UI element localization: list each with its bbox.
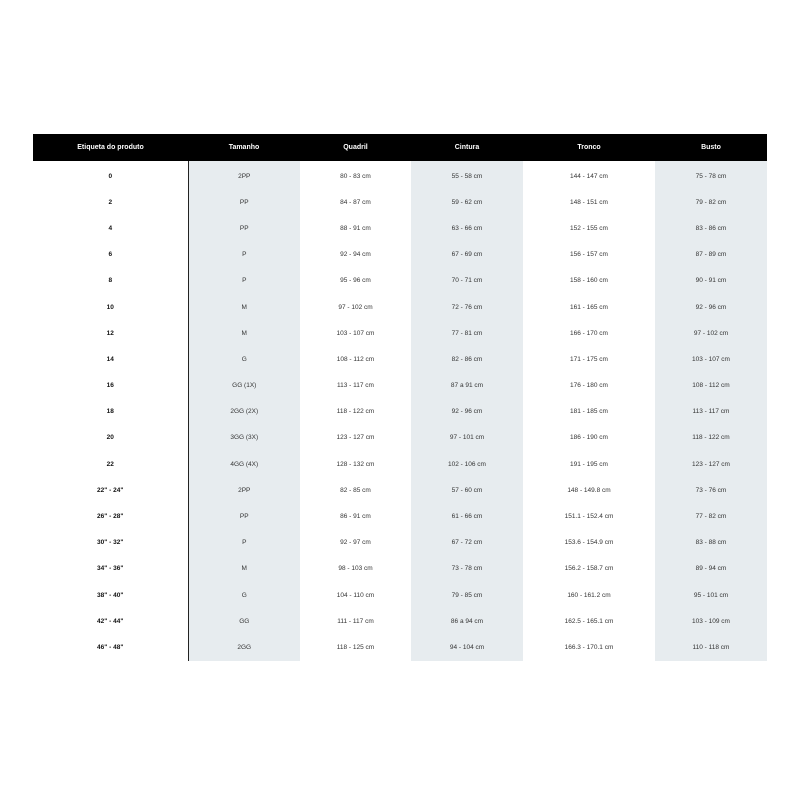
table-row bbox=[33, 320, 767, 346]
cell-etiqueta: 18 bbox=[33, 399, 188, 425]
table-row bbox=[33, 425, 767, 451]
cell-quadril: 123 - 127 cm bbox=[336, 434, 375, 442]
cell-tronco: 148 - 149.8 cm bbox=[567, 486, 611, 494]
table-row bbox=[33, 477, 767, 503]
table-row bbox=[33, 530, 767, 556]
table-row bbox=[33, 294, 767, 320]
table-row bbox=[33, 556, 767, 582]
cell-busto: 90 - 91 cm bbox=[655, 268, 767, 294]
cell-tamanho: 4GG (4X) bbox=[188, 451, 300, 477]
cell-etiqueta: 6 bbox=[33, 242, 188, 268]
table-row bbox=[33, 189, 767, 215]
cell-busto: 79 - 82 cm bbox=[655, 189, 767, 215]
header-row bbox=[33, 134, 767, 161]
cell-tronco: 158 - 160 cm bbox=[570, 277, 608, 285]
table-row bbox=[33, 503, 767, 529]
cell-tamanho: GG bbox=[188, 608, 300, 634]
col-header-cintura: Cintura bbox=[411, 134, 523, 161]
cell-tronco: 161 - 165 cm bbox=[570, 303, 608, 311]
cell-busto: 110 - 118 cm bbox=[655, 634, 767, 660]
cell-quadril: 128 - 132 cm bbox=[336, 460, 375, 468]
cell-cintura: 94 - 104 cm bbox=[411, 634, 523, 660]
table-row bbox=[33, 346, 767, 372]
cell-quadril: 111 - 117 cm bbox=[337, 617, 374, 625]
cell-tamanho: 2GG (2X) bbox=[188, 399, 300, 425]
cell-tronco: 166 - 170 cm bbox=[570, 329, 608, 337]
cell-tronco: 160 - 161.2 cm bbox=[567, 591, 611, 599]
cell-cintura: 86 a 94 cm bbox=[411, 608, 523, 634]
table-row bbox=[33, 608, 767, 634]
cell-quadril: 80 - 83 cm bbox=[340, 172, 371, 180]
cell-quadril: 108 - 112 cm bbox=[336, 355, 375, 363]
size-chart-body bbox=[33, 161, 767, 661]
cell-etiqueta: 14 bbox=[33, 346, 188, 372]
cell-tronco: 186 - 190 cm bbox=[570, 434, 608, 442]
cell-busto: 87 - 89 cm bbox=[655, 242, 767, 268]
cell-tronco: 171 - 175 cm bbox=[570, 355, 608, 363]
cell-etiqueta: 8 bbox=[33, 268, 188, 294]
cell-cintura: 55 - 58 cm bbox=[411, 161, 523, 189]
cell-cintura: 102 - 106 cm bbox=[411, 451, 523, 477]
cell-quadril: 88 - 91 cm bbox=[340, 224, 371, 232]
cell-quadril: 95 - 96 cm bbox=[340, 277, 371, 285]
cell-etiqueta: 16 bbox=[33, 373, 188, 399]
cell-quadril: 84 - 87 cm bbox=[340, 198, 371, 206]
cell-busto: 113 - 117 cm bbox=[655, 399, 767, 425]
cell-etiqueta: 22 bbox=[33, 451, 188, 477]
cell-quadril: 103 - 107 cm bbox=[336, 329, 375, 337]
table-row bbox=[33, 582, 767, 608]
cell-tamanho: P bbox=[188, 242, 300, 268]
cell-cintura: 72 - 76 cm bbox=[411, 294, 523, 320]
cell-quadril: 98 - 103 cm bbox=[338, 565, 373, 573]
cell-tamanho: P bbox=[188, 530, 300, 556]
cell-busto: 95 - 101 cm bbox=[655, 582, 767, 608]
cell-cintura: 79 - 85 cm bbox=[411, 582, 523, 608]
cell-busto: 92 - 96 cm bbox=[655, 294, 767, 320]
cell-tronco: 153.6 - 154.9 cm bbox=[564, 539, 614, 547]
cell-etiqueta: 12 bbox=[33, 320, 188, 346]
cell-tronco: 148 - 151 cm bbox=[570, 198, 608, 206]
cell-tamanho: PP bbox=[188, 189, 300, 215]
cell-tamanho: 2PP bbox=[188, 477, 300, 503]
cell-tamanho: PP bbox=[188, 215, 300, 241]
cell-cintura: 61 - 66 cm bbox=[411, 503, 523, 529]
cell-etiqueta: 42" - 44" bbox=[33, 608, 188, 634]
cell-cintura: 67 - 72 cm bbox=[411, 530, 523, 556]
cell-tamanho: M bbox=[188, 294, 300, 320]
size-chart-table bbox=[33, 134, 767, 661]
cell-quadril: 92 - 94 cm bbox=[340, 251, 371, 259]
table-row bbox=[33, 268, 767, 294]
cell-quadril: 104 - 110 cm bbox=[336, 591, 375, 599]
cell-busto: 83 - 86 cm bbox=[655, 215, 767, 241]
cell-quadril: 113 - 117 cm bbox=[337, 382, 374, 390]
table-row bbox=[33, 451, 767, 477]
cell-busto: 77 - 82 cm bbox=[655, 503, 767, 529]
cell-busto: 89 - 94 cm bbox=[655, 556, 767, 582]
cell-quadril: 118 - 122 cm bbox=[336, 408, 375, 416]
cell-busto: 75 - 78 cm bbox=[655, 161, 767, 189]
cell-tronco: 156 - 157 cm bbox=[570, 251, 608, 259]
cell-quadril: 82 - 85 cm bbox=[340, 486, 371, 494]
cell-busto: 118 - 122 cm bbox=[655, 425, 767, 451]
cell-tamanho: P bbox=[188, 268, 300, 294]
cell-tronco: 156.2 - 158.7 cm bbox=[564, 565, 614, 573]
table-row bbox=[33, 373, 767, 399]
cell-busto: 83 - 88 cm bbox=[655, 530, 767, 556]
cell-etiqueta: 38" - 40" bbox=[33, 582, 188, 608]
cell-tronco: 181 - 185 cm bbox=[570, 408, 608, 416]
cell-busto: 123 - 127 cm bbox=[655, 451, 767, 477]
cell-tronco: 151.1 - 152.4 cm bbox=[564, 513, 614, 521]
cell-busto: 103 - 107 cm bbox=[655, 346, 767, 372]
cell-etiqueta: 46" - 48" bbox=[33, 634, 188, 660]
cell-tamanho: GG (1X) bbox=[188, 373, 300, 399]
cell-tronco: 152 - 155 cm bbox=[570, 224, 608, 232]
cell-etiqueta: 30" - 32" bbox=[33, 530, 188, 556]
cell-tamanho: 3GG (3X) bbox=[188, 425, 300, 451]
cell-quadril: 118 - 125 cm bbox=[336, 643, 375, 651]
cell-cintura: 77 - 81 cm bbox=[411, 320, 523, 346]
cell-tronco: 162.5 - 165.1 cm bbox=[564, 617, 614, 625]
cell-tamanho: M bbox=[188, 320, 300, 346]
cell-tamanho: PP bbox=[188, 503, 300, 529]
cell-cintura: 73 - 78 cm bbox=[411, 556, 523, 582]
cell-tamanho: M bbox=[188, 556, 300, 582]
cell-cintura: 82 - 86 cm bbox=[411, 346, 523, 372]
cell-busto: 103 - 109 cm bbox=[655, 608, 767, 634]
cell-tamanho: 2PP bbox=[188, 161, 300, 189]
cell-etiqueta: 20 bbox=[33, 425, 188, 451]
cell-cintura: 57 - 60 cm bbox=[411, 477, 523, 503]
cell-tamanho: G bbox=[188, 582, 300, 608]
cell-etiqueta: 26" - 28" bbox=[33, 503, 188, 529]
cell-etiqueta: 2 bbox=[33, 189, 188, 215]
cell-quadril: 92 - 97 cm bbox=[340, 539, 371, 547]
col-header-etiqueta: Etiqueta do produto bbox=[33, 134, 188, 161]
cell-cintura: 97 - 101 cm bbox=[411, 425, 523, 451]
cell-cintura: 70 - 71 cm bbox=[411, 268, 523, 294]
cell-tronco: 144 - 147 cm bbox=[570, 172, 608, 180]
table-row bbox=[33, 161, 767, 189]
col-header-tamanho: Tamanho bbox=[188, 134, 300, 161]
cell-tamanho: G bbox=[188, 346, 300, 372]
cell-busto: 97 - 102 cm bbox=[655, 320, 767, 346]
cell-cintura: 92 - 96 cm bbox=[411, 399, 523, 425]
cell-cintura: 59 - 62 cm bbox=[411, 189, 523, 215]
cell-tronco: 176 - 180 cm bbox=[570, 382, 608, 390]
table-row bbox=[33, 634, 767, 660]
cell-cintura: 87 a 91 cm bbox=[411, 373, 523, 399]
cell-quadril: 86 - 91 cm bbox=[340, 513, 371, 521]
table-row bbox=[33, 399, 767, 425]
cell-tronco: 166.3 - 170.1 cm bbox=[564, 643, 614, 651]
col-header-tronco: Tronco bbox=[523, 134, 655, 161]
col-header-busto: Busto bbox=[655, 134, 767, 161]
table-row bbox=[33, 215, 767, 241]
table-row bbox=[33, 242, 767, 268]
col-header-quadril: Quadril bbox=[300, 134, 411, 161]
cell-busto: 108 - 112 cm bbox=[655, 373, 767, 399]
cell-cintura: 67 - 69 cm bbox=[411, 242, 523, 268]
cell-tamanho: 2GG bbox=[188, 634, 300, 660]
cell-etiqueta: 0 bbox=[33, 161, 188, 189]
cell-quadril: 97 - 102 cm bbox=[338, 303, 373, 311]
cell-tronco: 191 - 195 cm bbox=[570, 460, 608, 468]
cell-busto: 73 - 76 cm bbox=[655, 477, 767, 503]
cell-etiqueta: 34" - 36" bbox=[33, 556, 188, 582]
cell-cintura: 63 - 66 cm bbox=[411, 215, 523, 241]
cell-etiqueta: 22" - 24" bbox=[33, 477, 188, 503]
cell-etiqueta: 4 bbox=[33, 215, 188, 241]
cell-etiqueta: 10 bbox=[33, 294, 188, 320]
